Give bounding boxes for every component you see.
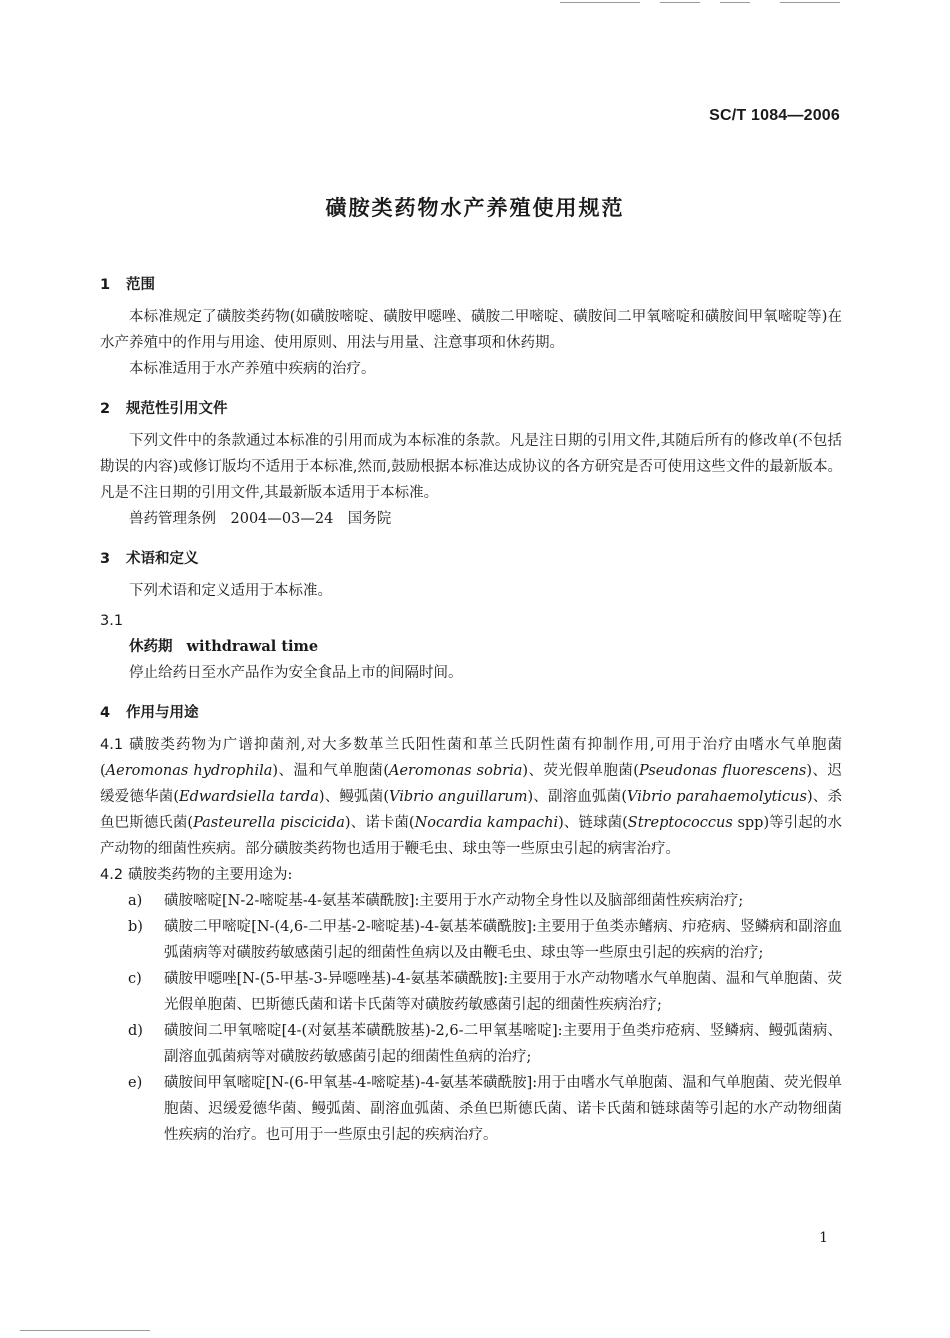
- clause-text: )、温和气单胞菌(: [272, 763, 389, 779]
- scan-artifact: [660, 2, 700, 3]
- species-name: Nocardia kampachi: [414, 815, 559, 831]
- list-item: [128, 914, 842, 966]
- item-label: e): [128, 1075, 143, 1091]
- section-4-heading: [100, 700, 842, 726]
- clause-4-1: [100, 732, 842, 862]
- paragraph: 下列术语和定义适用于本标准。: [129, 583, 332, 599]
- section-title: 范围: [126, 277, 155, 293]
- clause-text: )、荧光假单胞菌(: [522, 763, 639, 779]
- clause-text: )、诺卡菌(: [344, 815, 415, 831]
- clause-text: )、杀鱼巴斯德氏菌(: [100, 789, 842, 831]
- section-title: 规范性引用文件: [126, 401, 228, 417]
- list-item: [128, 1018, 842, 1070]
- clause-text: )、副溶血弧菌(: [527, 789, 627, 805]
- document-title: 磺胺类药物水产养殖使用规范: [325, 196, 625, 220]
- section-number: 2: [100, 401, 111, 417]
- species-name: Vibrio anguillarum: [389, 789, 528, 805]
- item-label: a): [128, 893, 143, 909]
- clause-text: )、迟缓爱德华菌(: [100, 763, 842, 805]
- section-2-heading: [100, 396, 842, 422]
- species-name: Pseudonas fluorescens: [638, 763, 807, 779]
- item-text: 磺胺甲噁唑[N-(5-甲基-3-异噁唑基)-4-氨基苯磺酰胺]:主要用于水产动物嗜水气单胞菌、温和气单胞菌、荧光假单胞菌、巴斯德氏菌和诺卡氏菌等对磺胺药敏感菌引起的细菌性疾病治疗;: [164, 971, 842, 1013]
- section-number: 1: [100, 277, 111, 293]
- scan-artifact: [720, 2, 750, 3]
- item-text: 磺胺间二甲氧嘧啶[4-(对氨基苯磺酰胺基)-2,6-二甲氧基嘧啶]:主要用于鱼类疖疮病、竖鳞病、鳗弧菌病、副溶血弧菌病等对磺胺药敏感菌引起的细菌性鱼病的治疗;: [164, 1023, 842, 1065]
- term-definition: 停止给药日至水产品作为安全食品上市的间隔时间。: [129, 665, 463, 681]
- item-label: b): [128, 919, 143, 935]
- species-name: Streptococcus: [627, 815, 733, 831]
- clause-text: )、鳗弧菌(: [318, 789, 390, 805]
- list-item: [128, 966, 842, 1018]
- document-body: [100, 258, 842, 1148]
- scan-artifact: [20, 1330, 150, 1331]
- clause-4-2: [100, 862, 842, 888]
- clause-text: 磺胺类药物为广谱抑菌剂,对大多数革兰氏阳性菌和革兰氏阴性菌有抑制作用,可用于治疗由嗜水气单胞菌(: [100, 737, 842, 779]
- section-3-heading: [100, 546, 842, 572]
- standard-code: SC/T 1084—2006: [709, 107, 840, 124]
- paragraph: 本标准适用于水产养殖中疾病的治疗。: [129, 361, 376, 377]
- section-number: 4: [100, 705, 111, 721]
- list-item: [128, 1070, 842, 1148]
- species-name: Vibrio parahaemolyticus: [626, 789, 807, 805]
- term-number: 3.1: [100, 613, 124, 629]
- item-label: c): [128, 971, 142, 987]
- paragraph: 本标准规定了磺胺类药物(如磺胺嘧啶、磺胺甲噁唑、磺胺二甲嘧啶、磺胺间二甲氧嘧啶和磺胺间甲氧嘧啶等)在水产养殖中的作用与用途、使用原则、用法与用量、注意事项和休药期。: [100, 309, 842, 351]
- paragraph: 下列文件中的条款通过本标准的引用而成为本标准的条款。凡是注日期的引用文件,其随后所有的修改单(不包括勘误的内容)或修订版均不适用于本标准,然而,鼓励根据本标准达成协议的各方研究是否可使用这些文件的最新版本。凡是不注日期的引用文件,其最新版本适用于本标准。: [100, 433, 842, 501]
- section-title: 作用与用途: [126, 705, 199, 721]
- section-number: 3: [100, 551, 111, 567]
- section-title: 术语和定义: [126, 551, 199, 567]
- species-name: Aeromonas sobria: [388, 763, 523, 779]
- section-1-heading: [100, 272, 842, 298]
- species-name: Edwardsiella tarda: [179, 789, 319, 805]
- clause-number: 4.2: [100, 867, 124, 883]
- term-english: withdrawal time: [186, 638, 319, 655]
- scan-artifact: [560, 2, 640, 3]
- clause-number: 4.1: [100, 737, 124, 753]
- scan-artifact: [780, 2, 840, 3]
- reference-entry: 兽药管理条例 2004—03—24 国务院: [129, 511, 392, 527]
- item-text: 磺胺嘧啶[N-2-嘧啶基-4-氨基苯磺酰胺]:主要用于水产动物全身性以及脑部细菌性疾病治疗;: [164, 893, 744, 909]
- species-name: Pasteurella piscicida: [193, 815, 345, 831]
- page-number: 1: [819, 1230, 828, 1246]
- clause-text: 磺胺类药物的主要用途为:: [128, 867, 293, 883]
- item-label: d): [128, 1023, 143, 1039]
- list-item: [128, 888, 842, 914]
- item-text: 磺胺二甲嘧啶[N-(4,6-二甲基-2-嘧啶基)-4-氨基苯磺酰胺]:主要用于鱼类赤鳍病、疖疮病、竖鳞病和副溶血弧菌病等对磺胺药敏感菌引起的细菌性鱼病以及由鞭毛虫、球虫等一些原虫引起的疾病的治疗;: [164, 919, 842, 961]
- term-chinese: 休药期: [129, 639, 173, 655]
- clause-text: )、链球菌(: [558, 815, 628, 831]
- clause-text: spp)等引起的水产动物的细菌性疾病。部分磺胺类药物也适用于鞭毛虫、球虫等一些原虫引起的病害治疗。: [100, 815, 842, 857]
- species-name: Aeromonas hydrophila: [105, 763, 273, 779]
- term-entry: [100, 634, 842, 660]
- item-text: 磺胺间甲氧嘧啶[N-(6-甲氧基-4-嘧啶基)-4-氨基苯磺酰胺]:用于由嗜水气单胞菌、温和气单胞菌、荧光假单胞菌、迟缓爱德华菌、鳗弧菌、副溶血弧菌、杀鱼巴斯德氏菌、诺卡氏菌和链球菌等引起的水产动物细菌性疾病的治疗。也可用于一些原虫引起的疾病治疗。: [164, 1075, 842, 1143]
